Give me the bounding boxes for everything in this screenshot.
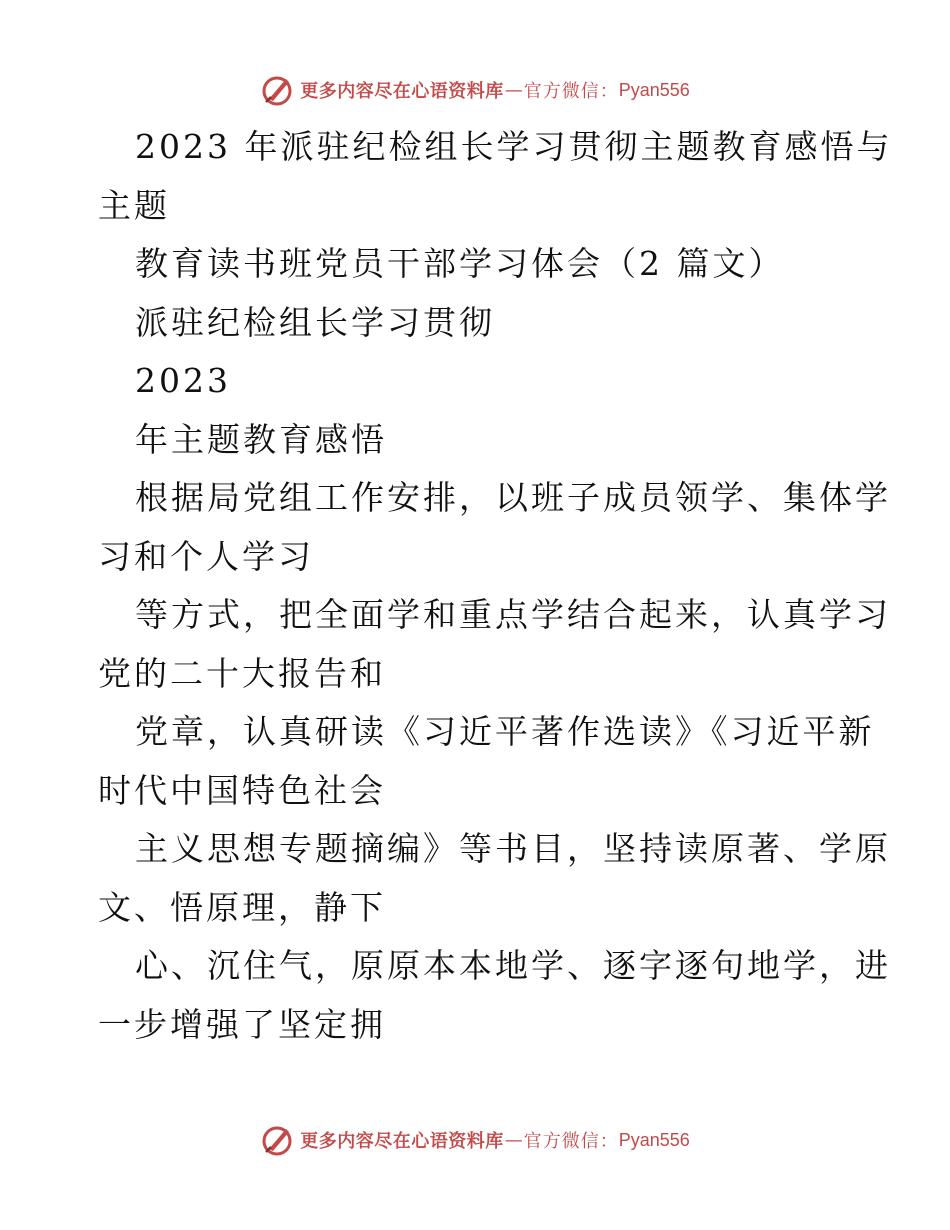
doc-line: 文、悟原理，静下	[98, 887, 386, 927]
watermark-brand: 更多内容尽在心语资料库	[300, 1131, 504, 1152]
doc-line: 党章，认真研读《习近平著作选读》《习近平新	[135, 712, 875, 751]
doc-line: 党的二十大报告和	[98, 653, 386, 693]
header-watermark	[0, 70, 950, 110]
watermark-separator: —	[504, 79, 523, 101]
quill-seal-icon	[260, 1123, 294, 1157]
doc-line: 年主题教育感悟	[135, 419, 387, 459]
doc-line: 根据局党组工作安排，以班子成员领学、集体学	[135, 478, 891, 517]
footer-watermark	[0, 1120, 950, 1160]
doc-line: 心、沉住气，原原本本地学、逐字逐句地学，进	[135, 946, 891, 985]
watermark-brand: 更多内容尽在心语资料库	[300, 81, 504, 102]
watermark-wechat-id: Pyan556	[618, 1129, 690, 1150]
doc-line: 一步增强了坚定拥	[98, 1004, 386, 1044]
watermark-wechat-id: Pyan556	[618, 79, 690, 100]
doc-line: 教育读书班党员干部学习体会（2 篇文）	[135, 244, 785, 283]
watermark-separator: —	[504, 1129, 523, 1151]
doc-line: 派驻纪检组长学习贯彻	[135, 302, 495, 342]
document-body	[98, 118, 893, 1054]
doc-line: 时代中国特色社会	[98, 770, 386, 810]
doc-line: 主义思想专题摘编》等书目，坚持读原著、学原	[135, 829, 891, 868]
watermark-wechat-label: 官方微信：	[523, 1131, 619, 1152]
doc-line: 主题	[98, 185, 170, 225]
quill-seal-icon	[260, 73, 294, 107]
doc-line: 2023 年派驻纪检组长学习贯彻主题教育感悟与	[135, 127, 893, 166]
doc-line: 习和个人学习	[98, 536, 314, 576]
watermark-wechat-label: 官方微信：	[523, 81, 619, 102]
doc-line: 2023	[135, 361, 231, 400]
doc-line: 等方式，把全面学和重点学结合起来，认真学习	[135, 595, 891, 634]
